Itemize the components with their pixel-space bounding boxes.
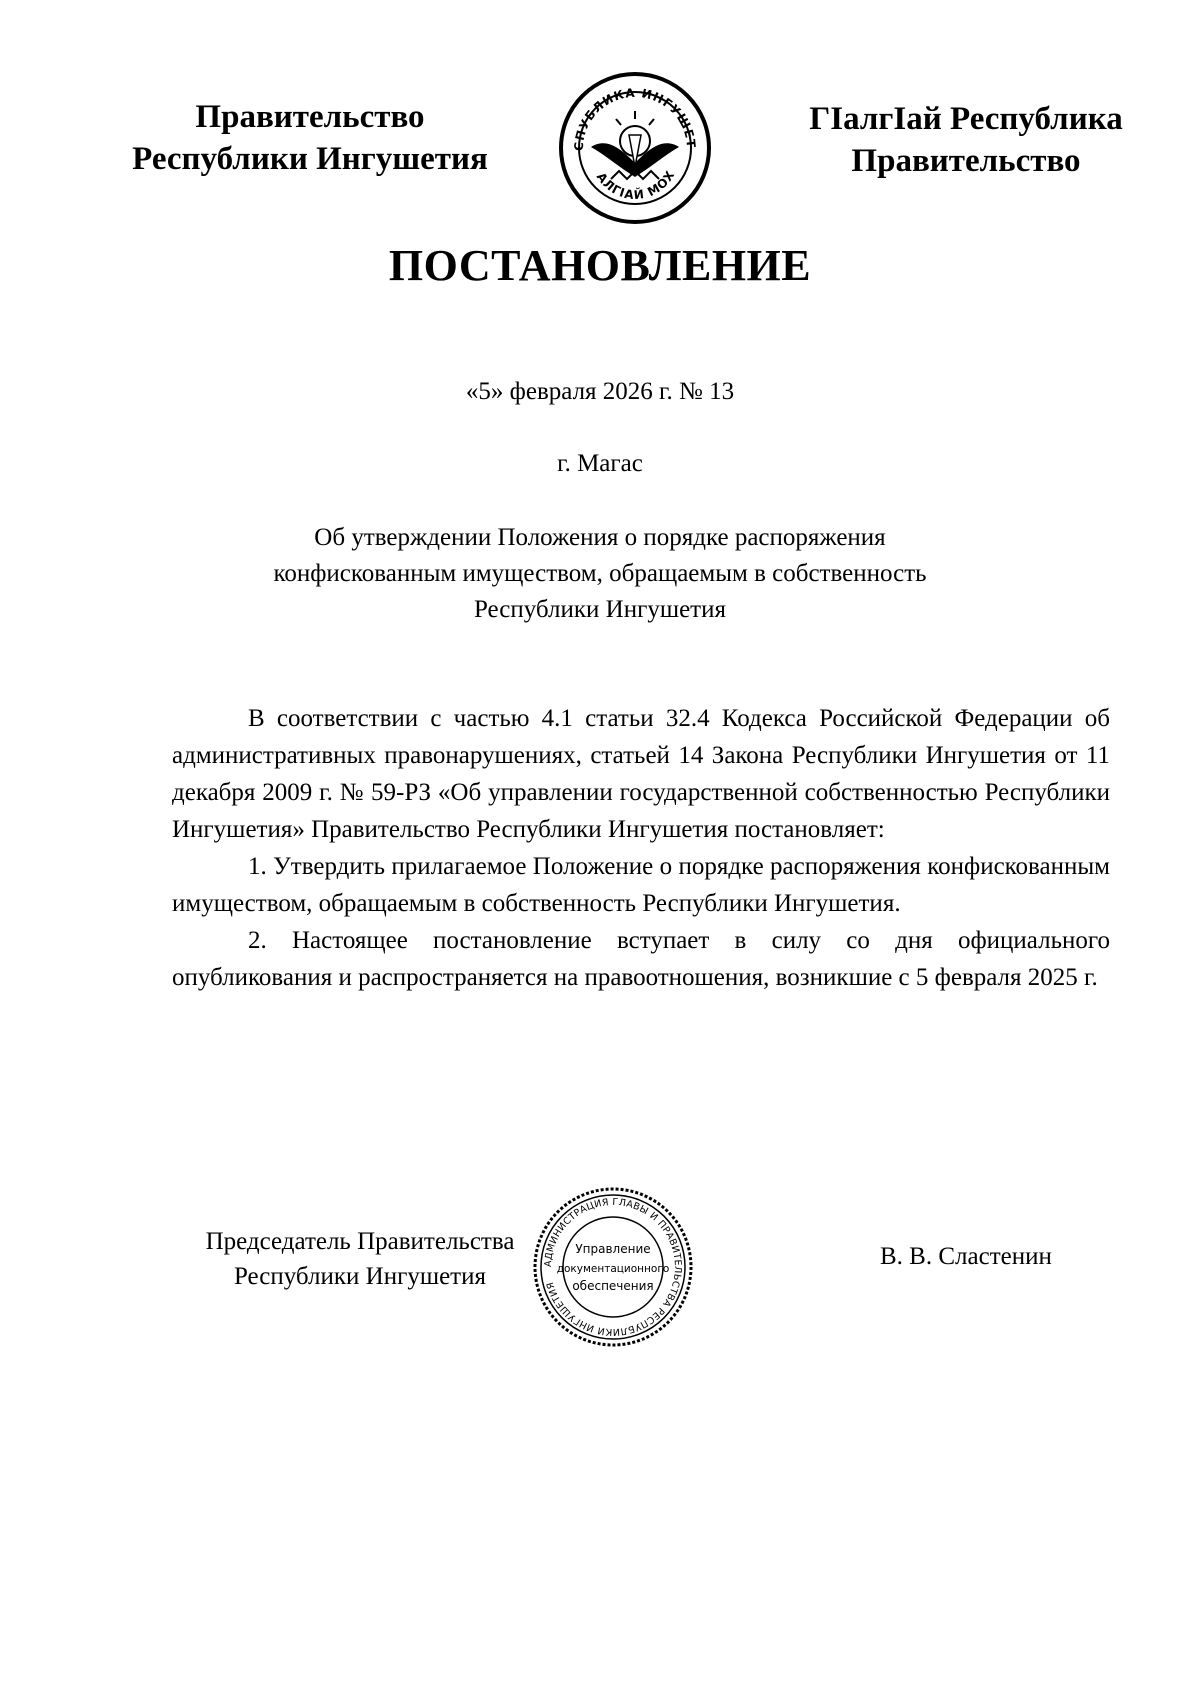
- subject-line-3: Республики Ингушетия: [473, 596, 726, 623]
- subject-line-2: конфискованным имуществом, обращаемым в собственность: [273, 560, 927, 587]
- header-right-line-1: ГIалгIай Республика: [809, 101, 1123, 137]
- svg-text:РЕСПУБЛИКА ИНГУШЕТИЯ: [555, 67, 698, 151]
- header-left: [100, 96, 520, 180]
- stamp-icon: [531, 1185, 695, 1349]
- signatory-position-line-1: Председатель Правительства: [205, 1228, 515, 1255]
- document-body: [172, 700, 1110, 996]
- city: г. Магас: [557, 450, 643, 477]
- header-right: [776, 98, 1156, 182]
- stamp-center-line-2: документационного: [556, 1263, 670, 1275]
- signatory-position-line-2: Республики Ингушетия: [233, 1263, 486, 1290]
- date-number: «5» февраля 2026 г. № 13: [465, 378, 735, 405]
- body-paragraph-preamble: В соответствии с частью 4.1 статьи 32.4 Кодекса Российской Федерации об административных правонарушениях, статьей 14 Закона Республики Ингушетия от 11 декабря 2009 г. № 59-РЗ «Об управлении государственной собственностью Республики Ингушетия» Правительство Республики Ингушетия постановляет:: [172, 705, 1110, 843]
- subject-line-1: Об утверждении Положения о порядке распоряжения: [314, 524, 886, 551]
- emblem-ring-text: СПУБЛИКА ИНГУШЕТ: [571, 85, 699, 152]
- svg-text:ГIАЛГIАЙ МОХК: [555, 67, 678, 202]
- signatory-name: В. В. Сластенин: [880, 1243, 1052, 1270]
- stamp-ring-text: АДМИНИСТРАЦИЯ ГЛАВЫ И ПРАВИТЕЛЬСТВА РЕСПУБЛИКИ ИНГУШЕТИЯ: [542, 1196, 684, 1338]
- emblem-icon: [555, 67, 715, 229]
- signatory-position: [170, 1224, 550, 1294]
- body-paragraph-item-1: 1. Утвердить прилагаемое Положение о порядке распоряжения конфискованным имуществом, обращаемым в собственность Республики Ингушетия.: [172, 853, 1110, 917]
- subject: [0, 520, 1200, 628]
- header-right-line-2: Правительство: [851, 143, 1081, 179]
- body-paragraph-item-2: 2. Настоящее постановление вступает в силу со дня официального опубликования и распространяется на правоотношения, возникшие с 5 февраля 2025 г.: [172, 927, 1110, 991]
- stamp-center-line-1: Управление: [575, 1242, 651, 1256]
- stamp-center-line-3: обеспечения: [572, 1279, 654, 1293]
- document-title: ПОСТАНОВЛЕНИЕ: [388, 241, 812, 290]
- header-left-line-1: Правительство: [195, 99, 425, 135]
- header-left-line-2: Республики Ингушетия: [132, 141, 488, 177]
- emblem-bottom-text: АЛГIАЙ МОХ: [593, 167, 678, 203]
